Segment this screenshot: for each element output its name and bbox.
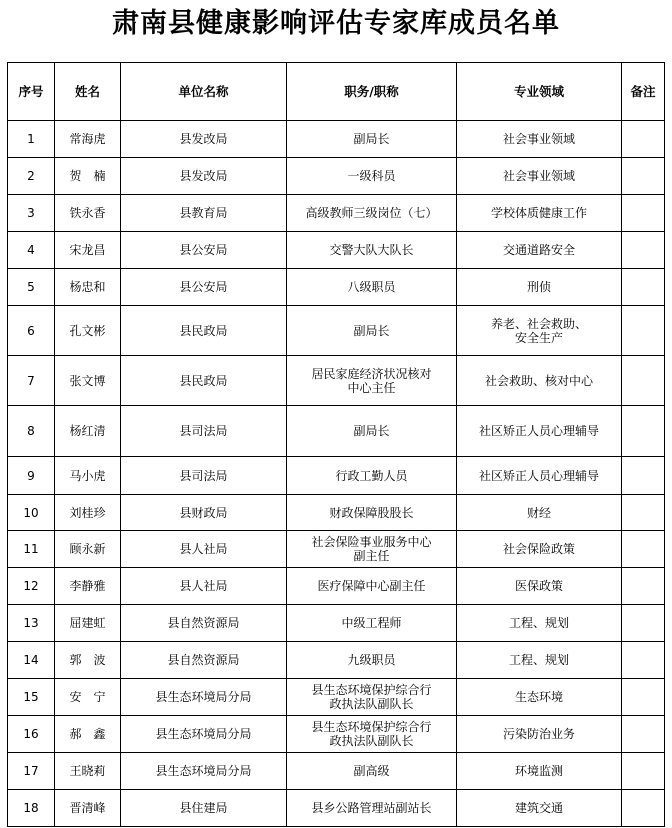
cell-position: 县生态环境保护综合行 政执法队副队长 [287,679,457,716]
cell-name: 顾永新 [55,531,121,568]
cell-index: 17 [8,753,55,790]
cell-index: 16 [8,716,55,753]
table-row [8,568,665,605]
cell-note [622,716,665,753]
cell-name: 郝 鑫 [55,716,121,753]
table-row [8,790,665,827]
cell-index: 12 [8,568,55,605]
cell-unit: 县司法局 [121,406,287,457]
cell-position: 医疗保障中心副主任 [287,568,457,605]
cell-index: 3 [8,195,55,232]
cell-note [622,158,665,195]
header-position: 职务/职称 [287,63,457,121]
cell-field: 养老、社会救助、 安全生产 [457,306,622,356]
cell-index: 7 [8,356,55,406]
table-row [8,232,665,269]
cell-index: 15 [8,679,55,716]
cell-name: 王晓莉 [55,753,121,790]
cell-note [622,232,665,269]
cell-field: 社会事业领域 [457,121,622,158]
cell-unit: 县自然资源局 [121,642,287,679]
cell-position: 副局长 [287,406,457,457]
cell-field: 建筑交通 [457,790,622,827]
cell-position: 社会保险事业服务中心 副主任 [287,531,457,568]
cell-index: 14 [8,642,55,679]
cell-note [622,790,665,827]
cell-note [622,568,665,605]
cell-index: 10 [8,495,55,531]
cell-unit: 县生态环境局分局 [121,679,287,716]
table-body [8,121,665,827]
cell-unit: 县公安局 [121,269,287,306]
cell-name: 马小虎 [55,457,121,495]
cell-name: 杨忠和 [55,269,121,306]
cell-field: 社会保险政策 [457,531,622,568]
cell-name: 杨红清 [55,406,121,457]
cell-field: 环境监测 [457,753,622,790]
cell-unit: 县教育局 [121,195,287,232]
cell-unit: 县民政局 [121,356,287,406]
cell-position: 县生态环境保护综合行 政执法队副队长 [287,716,457,753]
cell-position: 副局长 [287,121,457,158]
cell-note [622,306,665,356]
cell-field: 刑侦 [457,269,622,306]
cell-index: 8 [8,406,55,457]
cell-position: 九级职员 [287,642,457,679]
cell-field: 工程、规划 [457,642,622,679]
cell-name: 安 宁 [55,679,121,716]
cell-index: 13 [8,605,55,642]
header-unit: 单位名称 [121,63,287,121]
table-row [8,495,665,531]
cell-index: 18 [8,790,55,827]
cell-note [622,605,665,642]
cell-note [622,269,665,306]
cell-name: 刘桂珍 [55,495,121,531]
cell-unit: 县人社局 [121,568,287,605]
cell-unit: 县司法局 [121,457,287,495]
cell-index: 5 [8,269,55,306]
cell-position: 八级职员 [287,269,457,306]
cell-field: 财经 [457,495,622,531]
table-row [8,642,665,679]
header-field: 专业领域 [457,63,622,121]
cell-index: 11 [8,531,55,568]
cell-name: 张文博 [55,356,121,406]
cell-note [622,642,665,679]
header-name: 姓名 [55,63,121,121]
cell-name: 屈建虹 [55,605,121,642]
cell-name: 李静雅 [55,568,121,605]
header-index: 序号 [8,63,55,121]
table-row [8,195,665,232]
cell-note [622,457,665,495]
cell-index: 4 [8,232,55,269]
cell-note [622,406,665,457]
document-title: 肃南县健康影响评估专家库成员名单 [112,8,560,39]
table-row [8,356,665,406]
cell-index: 6 [8,306,55,356]
cell-field: 社会救助、核对中心 [457,356,622,406]
cell-position: 副高级 [287,753,457,790]
cell-field: 污染防治业务 [457,716,622,753]
cell-name: 郭 波 [55,642,121,679]
cell-note [622,495,665,531]
cell-note [622,753,665,790]
table-row [8,679,665,716]
cell-field: 生态环境 [457,679,622,716]
cell-field: 学校体质健康工作 [457,195,622,232]
cell-unit: 县公安局 [121,232,287,269]
cell-note [622,356,665,406]
table-header-row [8,63,665,121]
cell-field: 交通道路安全 [457,232,622,269]
cell-unit: 县生态环境局分局 [121,753,287,790]
cell-name: 贺 楠 [55,158,121,195]
cell-index: 2 [8,158,55,195]
cell-name: 晋清峰 [55,790,121,827]
table-row [8,753,665,790]
cell-name: 孔文彬 [55,306,121,356]
expert-roster-table [7,62,665,827]
cell-note [622,121,665,158]
cell-unit: 县民政局 [121,306,287,356]
cell-note [622,531,665,568]
cell-field: 社区矫正人员心理辅导 [457,457,622,495]
table-row [8,457,665,495]
cell-note [622,195,665,232]
table-row [8,306,665,356]
cell-unit: 县发改局 [121,121,287,158]
cell-unit: 县生态环境局分局 [121,716,287,753]
table-row [8,531,665,568]
cell-unit: 县人社局 [121,531,287,568]
cell-name: 铁永香 [55,195,121,232]
cell-position: 财政保障股股长 [287,495,457,531]
cell-unit: 县发改局 [121,158,287,195]
cell-unit: 县住建局 [121,790,287,827]
cell-field: 医保政策 [457,568,622,605]
cell-index: 9 [8,457,55,495]
cell-field: 社区矫正人员心理辅导 [457,406,622,457]
cell-name: 常海虎 [55,121,121,158]
cell-position: 居民家庭经济状况核对 中心主任 [287,356,457,406]
cell-position: 高级教师三级岗位（七） [287,195,457,232]
cell-position: 中级工程师 [287,605,457,642]
cell-note [622,679,665,716]
table-row [8,158,665,195]
cell-unit: 县自然资源局 [121,605,287,642]
cell-field: 社会事业领域 [457,158,622,195]
header-note: 备注 [622,63,665,121]
cell-field: 工程、规划 [457,605,622,642]
table-row [8,406,665,457]
cell-position: 行政工勤人员 [287,457,457,495]
cell-position: 一级科员 [287,158,457,195]
table-row [8,121,665,158]
cell-position: 交警大队大队长 [287,232,457,269]
cell-name: 宋龙昌 [55,232,121,269]
cell-index: 1 [8,121,55,158]
cell-unit: 县财政局 [121,495,287,531]
table-row [8,605,665,642]
cell-position: 副局长 [287,306,457,356]
table-row [8,716,665,753]
table-row [8,269,665,306]
cell-position: 县乡公路管理站副站长 [287,790,457,827]
